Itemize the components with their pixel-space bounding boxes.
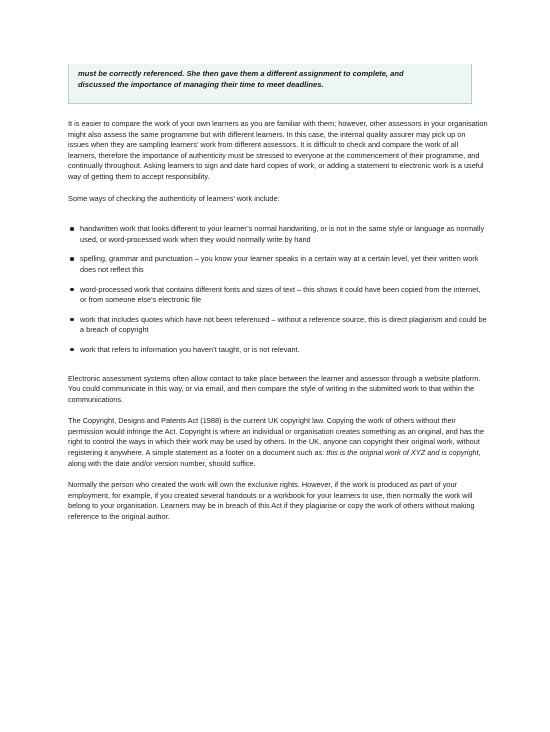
bullet-icon (70, 227, 74, 231)
paragraph-electronic-systems: Electronic assessment systems often allow contact to take place between the learner and assessor through a website platform. You could communicate in this way, or via email, and then compare the style of writing in the submitted work to that within the communications. (68, 373, 481, 404)
paragraph-copyright-act: The Copyright, Designs and Patents Act (1988) is the current UK copyright law. Copying the work of others without their permission would infringe the Act. Copyright is where an individual or organisation creates something as an original, and has the right to control the ways in which their work may be used by others. In the UK, anyone can copyright their original work, without registering it anywhere. A simple statement as a footer on a document such as: this is the original work of XYZ and is copyright, along with the date and/or version number, should suffice. (68, 416, 484, 468)
authenticity-checks-list (68, 224, 488, 355)
paragraph-exclusive-rights: Normally the person who created the work will own the exclusive rights. However, if the work is produced as part of your employment, for example, if you created several handouts or a workbook for your learners to use, then normally the work will belong to your organisation. Learners may be in breach of this Act if they plagiarise or copy the work of others without making reference to the original author. (68, 480, 475, 522)
paragraph-authenticity: It is easier to compare the work of your own learners as you are familiar with them; however, other assessors in your organisation might also assess the same programme but with different learners. In this case, the internal quality assurer may pick up on issues when they are sampling learners’ work from different assessors. It is difficult to check and compare the work of all learners, therefore the importance of authenticity must be stressed to everyone at the commencement of their programme, and continually throughout. Asking learners to sign and date hard copies of work, or adding a statement to electronic work is a useful way of getting them to accept responsibility. (68, 119, 488, 181)
copyright-statement-example: this is the original work of XYZ and is copyright (326, 448, 479, 458)
list-item: word-processed work that contains different fonts and sizes of text – this shows it could have been copied from the internet, or from someone else’s electronic file (68, 285, 488, 306)
paragraph-ways-intro: Some ways of checking the authenticity of learners’ work include: (68, 193, 280, 203)
list-item: work that includes quotes which have not been referenced – without a reference source, this is direct plagiarism and could be a breach of copyright (68, 315, 488, 336)
list-item: spelling, grammar and punctuation – you know your learner speaks in a certain way at a certain level, yet their written work does not reflect this (68, 254, 488, 275)
list-item: work that refers to information you haven’t taught, or is not relevant. (68, 345, 488, 356)
case-study-line-1: must be correctly referenced. She then gave them a different assignment to complete, and (78, 69, 404, 78)
bullet-icon (70, 288, 74, 292)
bullet-icon (70, 348, 74, 352)
case-study-line-2: discussed the importance of managing their time to meet deadlines. (78, 80, 324, 89)
bullet-icon (70, 257, 74, 261)
case-study-box (68, 64, 472, 104)
bullet-icon (70, 318, 74, 322)
list-item: handwritten work that looks different to your learner’s normal handwriting, or is not in the same style or language as normally used, or word-processed work when they would normally write by hand (68, 224, 488, 245)
body-text (68, 119, 488, 534)
